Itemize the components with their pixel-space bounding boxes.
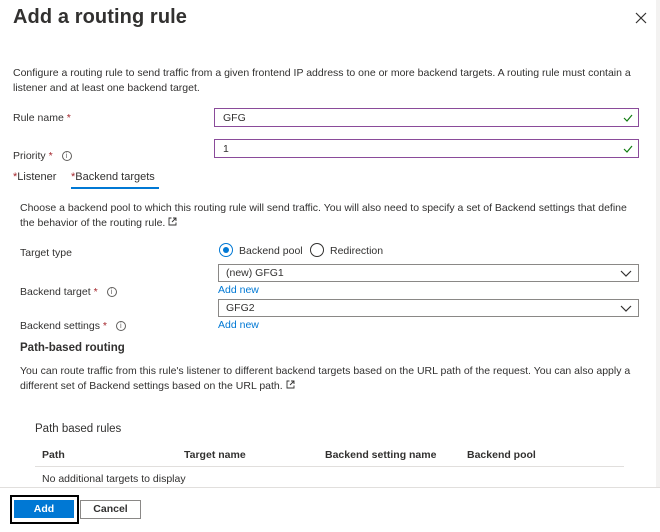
cancel-button[interactable]: Cancel: [80, 500, 141, 519]
path-routing-title: Path-based routing: [20, 342, 125, 354]
priority-label: [13, 150, 72, 162]
target-type-label: Target type: [20, 247, 72, 259]
priority-label-text: Priority: [13, 150, 46, 162]
priority-value: 1: [223, 143, 229, 155]
panel-title: Add a routing rule: [13, 6, 188, 28]
priority-input[interactable]: [214, 139, 639, 158]
checkmark-icon: [623, 144, 633, 154]
chevron-down-icon: [620, 303, 632, 313]
radio-backend-pool-label[interactable]: Backend pool: [239, 245, 303, 257]
rule-name-label: [13, 112, 71, 124]
rule-name-input[interactable]: [214, 108, 639, 127]
info-icon[interactable]: i: [116, 321, 126, 331]
path-routing-description-text: You can route traffic from this rule's listener to different backend targets based on the URL path of the request. You can also apply a different set of Backend settings based on the URL path.: [20, 365, 631, 392]
table-empty-message: No additional targets to display: [42, 473, 186, 485]
backend-settings-select[interactable]: [218, 299, 639, 317]
backend-settings-label-text: Backend settings: [20, 320, 100, 332]
info-icon[interactable]: i: [62, 151, 72, 161]
tab-backend-targets[interactable]: [71, 171, 155, 183]
backend-target-value: (new) GFG1: [226, 267, 284, 279]
tab-listener-label: Listener: [17, 171, 57, 183]
checkmark-icon: [623, 113, 633, 123]
tab-backend-targets-label: Backend targets: [75, 171, 155, 183]
backend-settings-value: GFG2: [226, 302, 255, 314]
required-mark: *: [66, 112, 71, 124]
panel-description: Configure a routing rule to send traffic from a given frontend IP address to one or more backend targets. A routing rule must contain a listener and at least one backend target.: [13, 67, 631, 94]
required-mark: *: [71, 171, 76, 183]
column-header-target-name[interactable]: Target name: [184, 449, 246, 461]
backend-target-label-text: Backend target: [20, 286, 91, 298]
rule-name-value: GFG: [223, 112, 246, 124]
required-mark: *: [48, 150, 53, 162]
scrollbar[interactable]: [656, 0, 660, 487]
add-new-backend-settings-link[interactable]: Add new: [218, 319, 259, 331]
info-icon[interactable]: i: [107, 287, 117, 297]
radio-backend-pool[interactable]: [219, 243, 233, 257]
column-header-backend-pool[interactable]: Backend pool: [467, 449, 536, 461]
chevron-down-icon: [620, 268, 632, 278]
external-link-icon[interactable]: [168, 217, 177, 226]
backend-description-text: Choose a backend pool to which this routing rule will send traffic. You will also need to specify a set of Backend settings that define the behavior of the routing rule.: [20, 202, 627, 229]
backend-description: [20, 201, 632, 231]
add-button[interactable]: Add: [14, 500, 74, 518]
close-icon[interactable]: [633, 10, 649, 26]
tab-selected-indicator: [71, 187, 159, 189]
radio-redirection[interactable]: [310, 243, 324, 257]
table-header-divider: [35, 466, 624, 467]
external-link-icon[interactable]: [286, 380, 295, 389]
required-mark: *: [102, 320, 107, 332]
column-header-backend-setting-name[interactable]: Backend setting name: [325, 449, 437, 461]
required-mark: *: [93, 286, 98, 298]
required-mark: *: [13, 171, 18, 183]
backend-target-select[interactable]: [218, 264, 639, 282]
backend-settings-label: [20, 320, 126, 332]
path-routing-description: [20, 364, 632, 394]
tab-listener[interactable]: [13, 171, 56, 183]
add-new-backend-target-link[interactable]: Add new: [218, 284, 259, 296]
path-rules-title: Path based rules: [35, 423, 122, 435]
rule-name-label-text: Rule name: [13, 112, 64, 124]
footer-divider: [0, 487, 660, 488]
backend-target-label: [20, 286, 117, 298]
radio-redirection-label[interactable]: Redirection: [330, 245, 384, 257]
column-header-path[interactable]: Path: [42, 449, 65, 461]
